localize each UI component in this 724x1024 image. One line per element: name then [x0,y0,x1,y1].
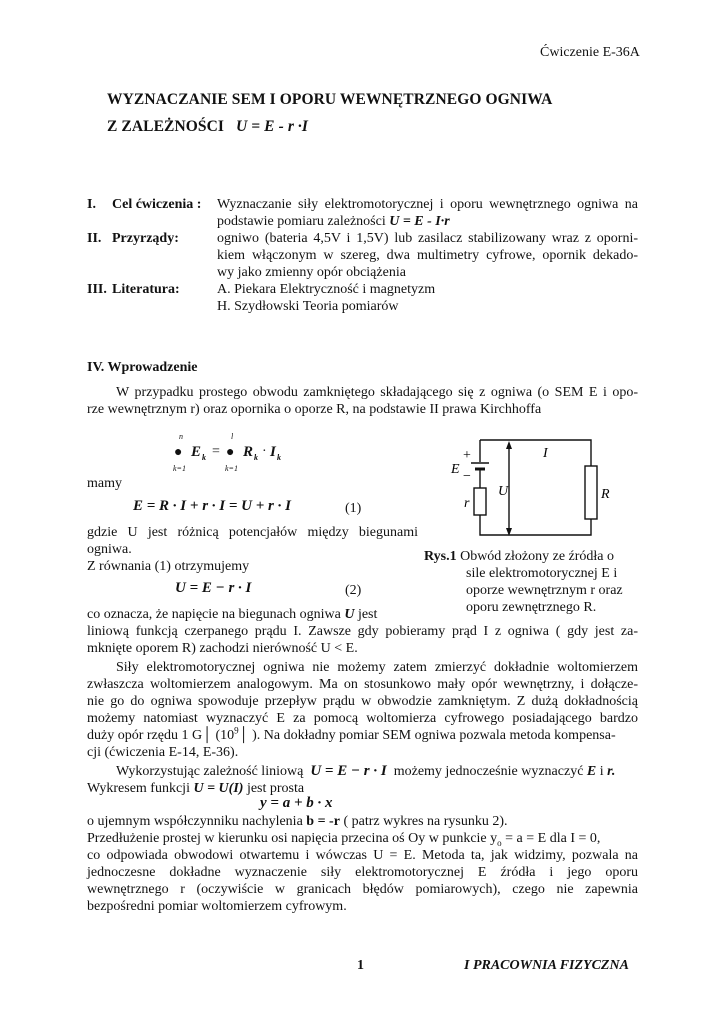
figure-caption-line: oporze wewnętrznym r oraz [466,583,623,598]
inline-formula: U = U(I) [193,781,244,796]
internal-resistor-r [474,488,486,515]
literature-line: A. Piekara Elektryczność i magnetyzm [217,282,436,297]
text-segment: o ujemnym współczynniku nachylenia [87,814,303,829]
circuit-wire-bottom [480,515,591,535]
figure-caption-line: sile elektromotorycznej E i [466,566,618,581]
sum-dot: · [262,444,267,459]
intro-line: W przypadku prostego obwodu zamkniętego składającego się z ogniwa (o SEM E i opo- [116,385,638,400]
label-I: I [543,446,548,461]
literature-line: H. Szydłowski Teoria pomiarów [217,299,399,314]
goal-formula: U = E - I·r [389,214,450,229]
equation-1-number: (1) [345,501,362,516]
text-segment: ( patrz wykres na rysunku 2). [343,814,508,829]
literature-label: Literatura: [112,282,180,297]
inline-formula: U = E − r · I [310,763,387,779]
sum-symbol: ● [226,445,235,460]
label-U: U [498,484,509,499]
sum-lhs-sub: k [202,453,206,462]
circuit-diagram [440,432,640,542]
text-line: wewnętrznego r (oczywiście w granicach błędów pomiarowych), czego nie zapewnia [87,882,638,897]
text-segment: │ ). Na dokładny pomiar SEM ogniwa pozwala metoda kompensa- [238,728,616,743]
text-line [116,763,615,780]
instruments-num: II. [87,231,102,246]
exponent: 9 [234,725,239,736]
text-line: mknięte oporem R) zachodzi nierówność U < E. [87,641,358,656]
literature-num: III. [87,282,107,297]
sum-upper-n: n [179,432,183,441]
text-line [87,813,508,830]
sum-lhs: E [191,444,202,460]
text-line: co odpowiada obwodowi otwartemu i wówczas U = E. Metoda ta, jak widzimy, pozwala na [87,848,638,863]
text-line [87,727,616,744]
text-line: gdzie U jest różnicą potencjałów między biegunami [87,525,418,540]
goal-line-2-text: podstawie pomiaru zależności [217,214,386,229]
mamy-text: mamy [87,476,122,491]
equation-1: E = R · I + r · I = U + r · I [133,498,291,514]
section-heading: IV. Wprowadzenie [87,360,198,375]
figure-caption-text: Obwód złożony ze źródła o [460,549,615,564]
symbol-E: E [586,764,597,779]
page-number: 1 [357,958,364,973]
text-line: jednoczesne dokładne wyznaczenie siły elektromotorycznej E źródła i jego oporu [87,865,638,880]
subscript: o [497,837,502,848]
symbol-U: U [344,607,355,622]
symbol-r: r. [607,764,616,779]
arrow-head-up [506,441,512,449]
text-line: ogniwa. [87,542,132,557]
sum-R-sub: k [254,453,258,462]
circuit-wire-top [480,440,591,466]
text-line: Siły elektromotorycznej ogniwa nie możemy zatem zmierzyć dokładnie woltomierzem [116,660,638,675]
footer-lab-name: I PRACOWNIA FIZYCZNA [464,958,629,973]
goal-label: Cel ćwiczenia : [112,197,202,212]
label-r: r [464,496,470,511]
external-resistor-R [585,466,597,519]
text-line: zwłaszcza woltomierzem analogowym. Ma on stosunkowo mały opór wewnętrzny, i dołącze- [87,677,638,692]
title-line-1: WYZNACZANIE SEM I OPORU WEWNĘTRZNEGO OGNIWA [107,91,553,108]
text-segment: jest [357,607,378,622]
equation-2: U = E − r · I [175,580,252,596]
sum-upper-l: l [231,432,234,441]
text-line: bezpośredni pomiar woltomierzem cyfrowym. [87,899,347,914]
text-segment: co oznacza, że napięcie na biegunach ogniwa [87,607,341,622]
sum-R: R [243,444,254,460]
text-line: nie go do ogniwa spowoduje przepływ prądu w obwodzie zamkniętym. Z dużą dokładnością [87,694,638,709]
text-line [87,830,600,847]
sum-symbol: ● [174,445,183,460]
label-E: E [451,462,460,477]
sum-lower-k: k=1 [225,464,238,473]
kirchhoff-equation [168,430,298,478]
text-line: liniową funkcją czerpanego prądu I. Zawsze gdy pobieramy prąd I z ogniwa ( gdy jest za- [87,624,638,639]
intro-line: rze wewnętrznym r) oraz opornika o oporze R, na podstawie II prawa Kirchhoffa [87,402,542,417]
goal-num: I. [87,197,96,212]
instruments-line: kiem włączonym w szereg, dwa multimetry cyfrowe, opornik dekado- [217,248,638,263]
minus-sign: − [463,469,471,484]
text-segment: jest prosta [246,781,305,796]
text-line [87,606,377,623]
text-segment: duży opór rzędu 1 G│ (10 [87,728,235,743]
text-line: Z równania (1) otrzymujemy [87,559,250,574]
title-line-2 [107,118,308,136]
plus-sign: + [463,448,471,463]
inline-formula: b = -r [306,814,340,829]
equation-3: y = a + b · x [260,795,333,811]
exercise-label: Ćwiczenie E-36A [540,45,640,60]
instruments-line: wy jako zmienny opór obciążenia [217,265,406,280]
sum-lower-k: k=1 [173,464,186,473]
text-segment: i [599,764,604,779]
text-line: cji (ćwiczenia E-14, E-36). [87,745,239,760]
text-segment: = a = E dla I = 0, [501,831,601,846]
equation-2-number: (2) [345,583,362,598]
instruments-label: Przyrządy: [112,231,179,246]
sum-I: I [270,444,276,460]
goal-line-2 [217,213,450,230]
title-line-2-text: Z ZALEŻNOŚCI [107,118,225,135]
text-segment: Przedłużenie prostej w kierunku osi napięcia przecina oś Oy w punkcie y [87,831,498,846]
text-segment: Wykorzystując zależność liniową [116,764,304,779]
title-formula: U = E - r ·I [236,118,309,135]
figure-caption-label: Rys.1 [424,549,457,564]
text-line: możemy natomiast wyznaczyć E za pomocą woltomierza cyfrowego posiadającego bardzo [87,711,638,726]
figure-caption-line [424,548,614,565]
figure-caption-line: oporu zewnętrznego R. [466,600,597,615]
sum-I-sub: k [277,453,281,462]
goal-line-1: Wyznaczanie siły elektromotorycznej i oporu wewnętrznego ogniwa na [217,197,638,212]
sum-equals: = [212,444,220,459]
instruments-line: ogniwo (bateria 4,5V i 1,5V) lub zasilacz stabilizowany wraz z oporni- [217,231,638,246]
text-segment: możemy jednocześnie wyznaczyć [393,764,584,779]
text-segment: Wykresem funkcji [87,781,190,796]
label-R: R [601,487,610,502]
